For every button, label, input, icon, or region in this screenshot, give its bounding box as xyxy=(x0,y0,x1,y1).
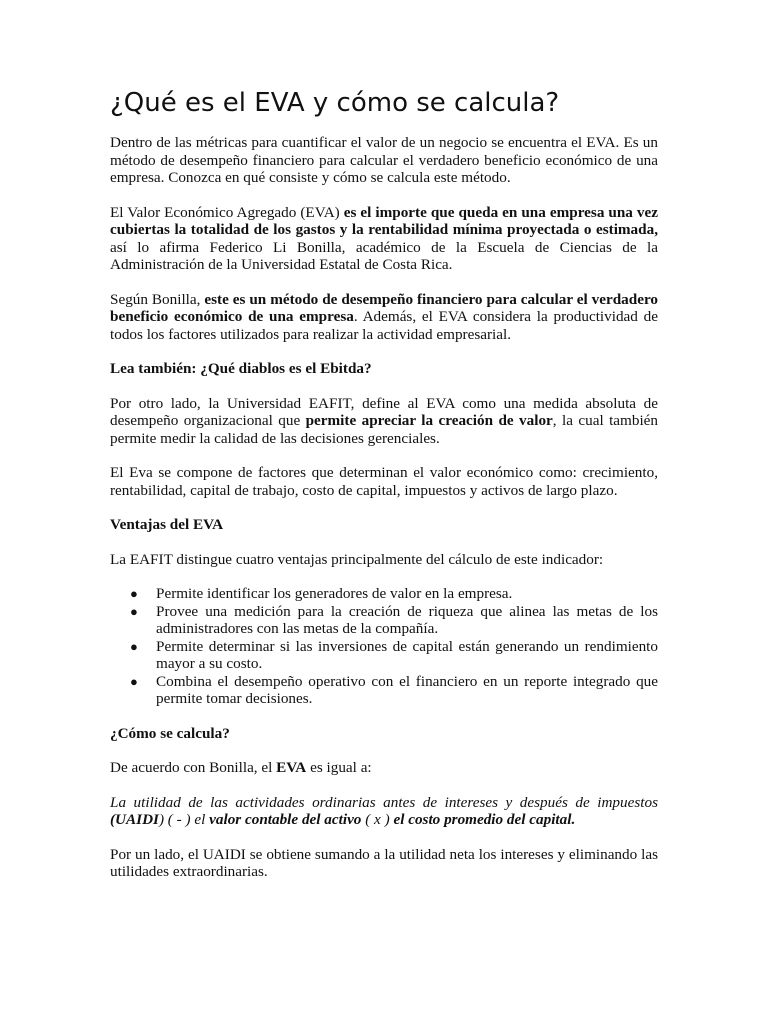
definition-paragraph xyxy=(110,204,658,274)
bold-text: ¿Cómo se calcula? xyxy=(110,724,230,742)
bold-text: Ventajas del EVA xyxy=(110,516,224,533)
list-item xyxy=(110,603,658,638)
ventajas-intro: La EAFIT distingue cuatro ventajas principalmente del cálculo de este indicador: xyxy=(110,550,604,568)
intro-paragraph: Dentro de las métricas para cuantificar el valor de un negocio se encuentra el EVA. Es un método de desempeño financiero para calcular el verdadero beneficio económico de una empresa. Conozca en qué consiste y cómo se calcula este método. xyxy=(110,134,658,186)
bullet-icon: ● xyxy=(130,638,138,654)
bullet-icon: ● xyxy=(130,673,138,689)
bullet-icon: ● xyxy=(130,586,138,601)
bold-italic-text: valor contable del activo xyxy=(209,811,362,828)
bullet-icon: ● xyxy=(130,603,138,619)
bold-text: EVA xyxy=(276,759,307,776)
italic-text xyxy=(209,811,361,828)
text-span: . Además, el EVA considera la productividad de todos los factores utilizados para realizar la actividad empresarial. xyxy=(110,308,658,343)
lea-tambien-link[interactable] xyxy=(110,360,658,378)
bold-text: es el importe que queda en una empresa una vez cubiertas la totalidad de los gastos y la rentabilidad mínima proyectada o estimada, xyxy=(110,203,658,238)
text-span: El Valor Económico Agregado (EVA) xyxy=(110,203,344,221)
bold-text: este es un método de desempeño financiero para calcular el verdadero beneficio económico de una empresa xyxy=(110,290,659,325)
italic-text: ( x ) xyxy=(361,811,394,828)
list-item-text: Provee una medición para la creación de riqueza que alinea las metas de los administradores con las metas de la compañía. xyxy=(156,602,658,637)
list-item-text: Permite identificar los generadores de valor en la empresa. xyxy=(156,585,513,602)
text-span: , la cual también permite medir la calidad de las decisiones gerenciales. xyxy=(110,412,658,447)
list-item xyxy=(110,673,658,708)
uaidi-paragraph: Por un lado, el UAIDI se obtiene sumando a la utilidad neta los intereses y eliminando las utilidades extraordinarias. xyxy=(110,845,658,880)
list-item-text: Combina el desempeño operativo con el financiero en un reporte integrado que permite tomar decisiones. xyxy=(156,672,658,707)
list-item xyxy=(110,638,658,673)
text-span: así lo afirma Federico Li Bonilla, académico de la Escuela de Ciencias de la Administración de la Universidad Estatal de Costa Rica. xyxy=(110,238,658,273)
ventajas-heading xyxy=(110,516,658,534)
bonilla-paragraph xyxy=(110,291,658,344)
bold-italic-text: (UAIDI xyxy=(110,811,159,828)
bold-italic-text: el costo promedio del capital. xyxy=(393,811,576,828)
factors-paragraph: El Eva se compone de factores que determinan el valor económico como: crecimiento, rentabilidad, capital de trabajo, costo de capital, impuestos y activos de largo plazo. xyxy=(110,464,658,499)
text-span: De acuerdo con Bonilla, el xyxy=(110,759,277,776)
bold-text[interactable]: Lea también: ¿Qué diablos es el Ebitda? xyxy=(110,360,372,377)
italic-text: ) ( - ) el xyxy=(158,811,210,828)
text-span: es igual a: xyxy=(306,759,372,776)
page-title: ¿Qué es el EVA y cómo se calcula? xyxy=(110,88,560,118)
como-heading xyxy=(110,725,658,743)
ventajas-list xyxy=(110,585,658,708)
text-span: Por otro lado, la Universidad EAFIT, define al EVA como una medida absoluta de desempeño organizacional que xyxy=(110,394,658,429)
italic-text xyxy=(110,811,159,828)
eva-equals-paragraph xyxy=(110,759,658,777)
eafit-paragraph xyxy=(110,395,658,448)
bold-text: permite apreciar la creación de valor xyxy=(305,412,553,429)
formula-paragraph xyxy=(110,794,658,829)
article xyxy=(110,86,658,898)
list-item xyxy=(110,585,658,603)
italic-text: La utilidad de las actividades ordinarias antes de intereses y después de impuestos xyxy=(110,793,658,811)
text-span: Según Bonilla, xyxy=(110,290,205,308)
italic-text xyxy=(393,811,575,828)
list-item-text: Permite determinar si las inversiones de capital están generando un rendimiento mayor a su costo. xyxy=(156,637,658,672)
